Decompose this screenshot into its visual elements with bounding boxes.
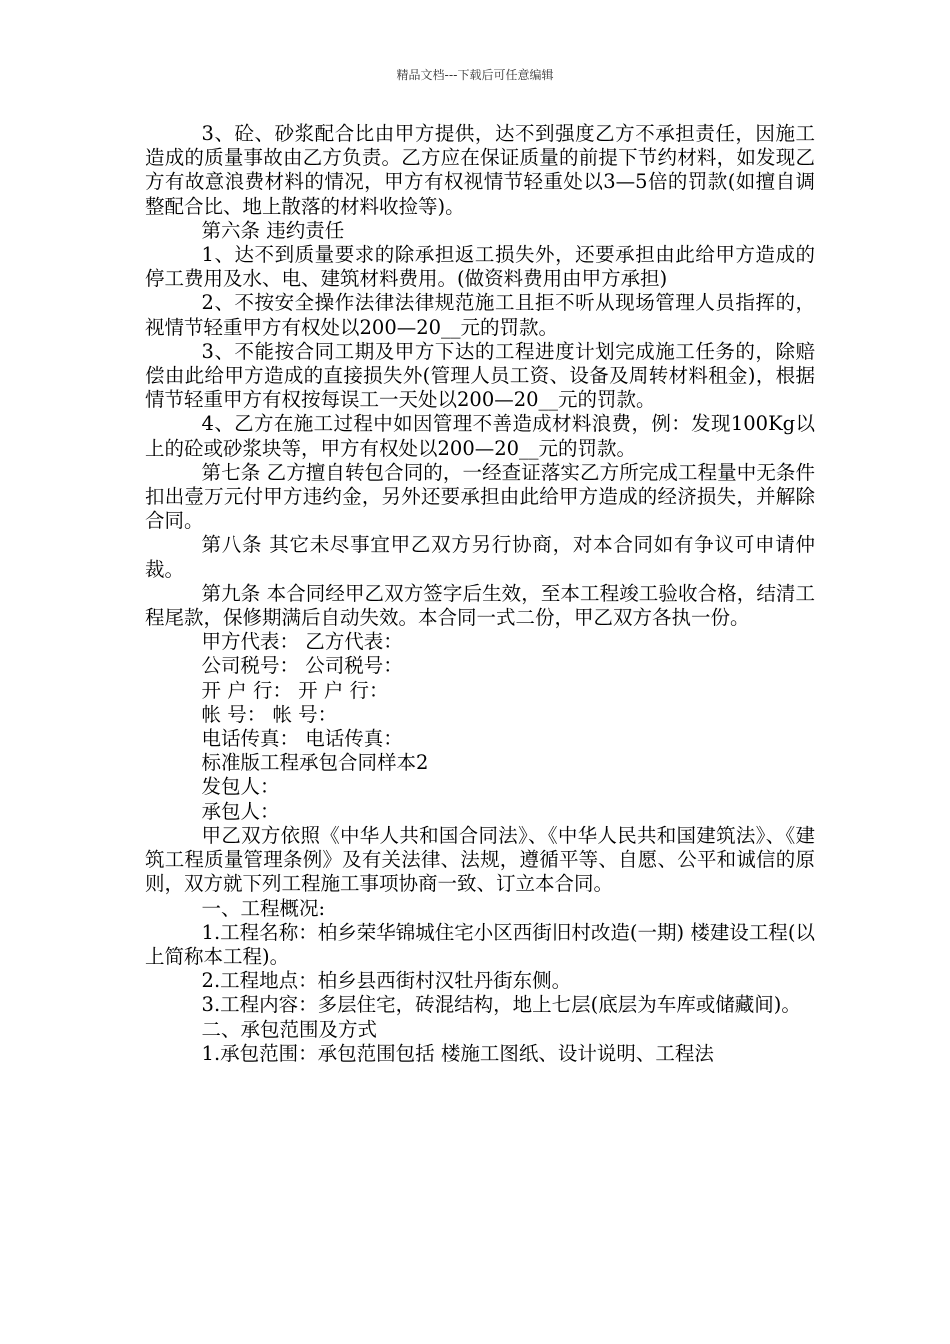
paragraph: 4、乙方在施工过程中如因管理不善造成材料浪费，例：发现100Kg以上的砼或砂浆块等，甲方有权处以200—20__元的罚款。 [145, 412, 815, 460]
paragraph: 第八条 其它未尽事宜甲乙双方另行协商，对本合同如有争议可申请仲裁。 [145, 533, 815, 581]
paragraph: 3、砼、砂浆配合比由甲方提供，达不到强度乙方不承担责任，因施工造成的质量事故由乙方负责。乙方应在保证质量的前提下节约材料，如发现乙方有故意浪费材料的情况，甲方有权视情节轻重处以3—5倍的罚款(如擅自调整配合比、地上散落的材料收捡等)。 [145, 122, 815, 218]
paragraph: 2.工程地点：柏乡县西街村汉牡丹街东侧。 [201, 969, 572, 993]
paragraph: 甲乙双方依照《中华人共和国合同法》、《中华人民共和国建筑法》、《建筑工程质量管理条例》及有关法律、法规，遵循平等、自愿、公平和诚信的原则，双方就下列工程施工事项协商一致、订立本合同。 [145, 823, 815, 896]
section-heading: 一、工程概况: [201, 896, 326, 920]
paragraph: 1.工程名称：柏乡荣华锦城住宅小区西街旧村改造(一期) 楼建设工程(以上简称本工程)。 [145, 920, 815, 968]
paragraph: 1、达不到质量要求的除承担返工损失外，还要承担由此给甲方造成的停工费用及水、电、建筑材料费用。(做资料费用由甲方承担) [145, 243, 815, 291]
paragraph: 3.工程内容：多层住宅，砖混结构，地上七层(底层为车库或储藏间)。 [201, 993, 801, 1017]
signature-line: 甲方代表： 乙方代表： [201, 630, 403, 654]
document-body [145, 122, 815, 1066]
paragraph: 3、不能按合同工期及甲方下达的工程进度计划完成施工任务的，除赔偿由此给甲方造成的直接损失外(管理人员工资、设备及周转材料租金)，根据情节轻重甲方有权按每误工一天处以200—20__元的罚款。 [145, 339, 815, 412]
signature-line: 开 户 行： 开 户 行： [201, 678, 389, 702]
section-heading: 二、承包范围及方式 [201, 1017, 378, 1041]
signature-line: 电话传真： 电话传真： [201, 727, 403, 751]
paragraph: 2、不按安全操作法律法律规范施工且拒不听从现场管理人员指挥的，视情节轻重甲方有权处以200—20__元的罚款。 [145, 291, 815, 339]
signature-line: 公司税号： 公司税号： [201, 654, 403, 678]
party-line: 发包人： [201, 775, 280, 799]
paragraph: 第七条 乙方擅自转包合同的，一经查证落实乙方所完成工程量中无条件扣出壹万元付甲方违约金，另外还要承担由此给甲方造成的经济损失，并解除合同。 [145, 460, 815, 533]
section-heading: 第六条 违约责任 [201, 218, 345, 242]
paragraph: 第九条 本合同经甲乙双方签字后生效，至本工程竣工验收合格，结清工程尾款，保修期满后自动失效。本合同一式二份，甲乙双方各执一份。 [145, 581, 815, 630]
signature-line: 帐 号： 帐 号： [201, 702, 338, 726]
paragraph: 1.承包范围：承包范围包括 楼施工图纸、设计说明、工程法 [201, 1041, 714, 1065]
document-title: 标准版工程承包合同样本2 [201, 751, 429, 775]
page-header: 精品文档---下载后可任意编辑 [396, 68, 554, 82]
party-line: 承包人： [201, 799, 280, 823]
